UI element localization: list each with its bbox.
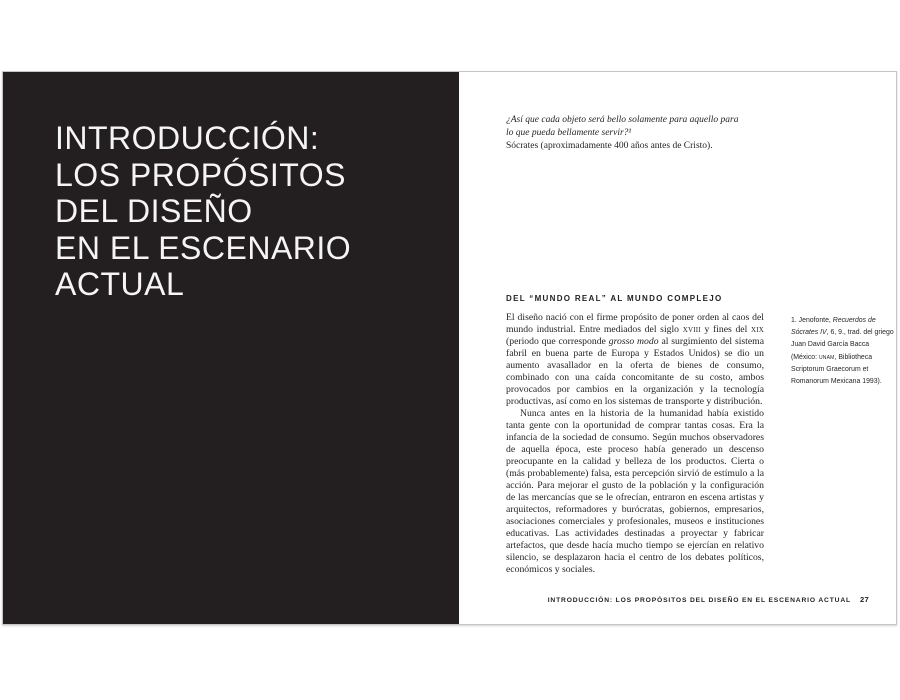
text-line: lo que pueda bellamente servir?¹ [506,128,632,138]
chapter-title [55,120,351,303]
page-footer [548,595,869,604]
text-segment: , 6, 9., trad. del griego Juan David García Bacca (México: [791,329,894,361]
text-line: INTRODUCCIÓN: [55,120,320,156]
text-line: LOS PROPÓSITOS [55,156,346,193]
epigraph-quote [506,114,816,153]
section-heading: DEL “MUNDO REAL” AL MUNDO COMPLEJO [506,294,723,303]
left-page [3,72,459,624]
text-segment: Recuerdos de Sócrates IV [791,317,876,337]
margin-footnote [791,315,897,388]
text-line: Sócrates (aproximadamente 400 años antes de Cristo). [506,141,713,151]
text-segment: unam [818,353,835,361]
text-segment: 1. Jenofonte, [791,317,833,324]
body-text-column [506,312,764,576]
text-segment: grosso modo [608,336,659,347]
body-paragraph [506,312,764,408]
right-page [459,72,896,624]
body-paragraph [506,408,764,576]
text-segment: , Bibliotheca Scriptorum Graecorum et Romanorum Mexicana 1993). [791,353,882,386]
text-line: DEL DISEÑO [55,193,253,229]
running-title: INTRODUCCIÓN: LOS PROPÓSITOS DEL DISEÑO EN EL ESCENARIO ACTUAL [547,597,851,604]
text-segment: xix [750,324,764,335]
text-segment: Nunca antes en la historia de la humanidad había existido tanta gente con la oportunidad de comprar tantas cosas. Era la infancia de la sociedad de consumo. Según muchos observadores de aquella época, este proceso había generado un descenso preocupante en la calidad y belleza de los productos. Cierta o (más probablemente) falsa, esta percepción sirvió de estímulo a la acción. Para mejorar el gusto de la población y la configuración de las mercancías que se le ofrecían, entraron en escena artistas y arquitectos, reformadores y burócratas, gobiernos, empresarios, asociaciones comerciales y profesionales, museos e instituciones educativas. Las actividades destinadas a proyectar y fabricar artefactos, que desde hacía mucho tiempo se ejercían en relativo silencio, se desplazaron hacia el centro de los debates políticos, económicos y sociales. [506,408,764,575]
text-segment: El diseño nació con el firme propósito de poner orden al caos del mundo industrial. Entre mediados del siglo [506,312,764,335]
text-line: EN EL ESCENARIO [55,229,352,266]
text-line: ¿Así que cada objeto será bello solamente para aquello para [506,115,739,125]
text-segment: xviii [682,324,701,335]
text-segment: al surgimiento del sistema fabril en buena parte de Europa y Estados Unidos) se dio un aumento avasallador en la oferta de bienes de consumo, combinado con una caída concomitante de su costo, ambos provocados por cambios en la organización y la tecnología productivas, así como en los sistemas de transporte y distribución. [506,336,764,407]
text-line: ACTUAL [55,266,185,302]
book-spread [2,71,897,625]
text-segment: y fines del [700,324,751,335]
page-number: 27 [859,595,869,604]
text-segment: (periodo que corresponde [506,336,609,347]
